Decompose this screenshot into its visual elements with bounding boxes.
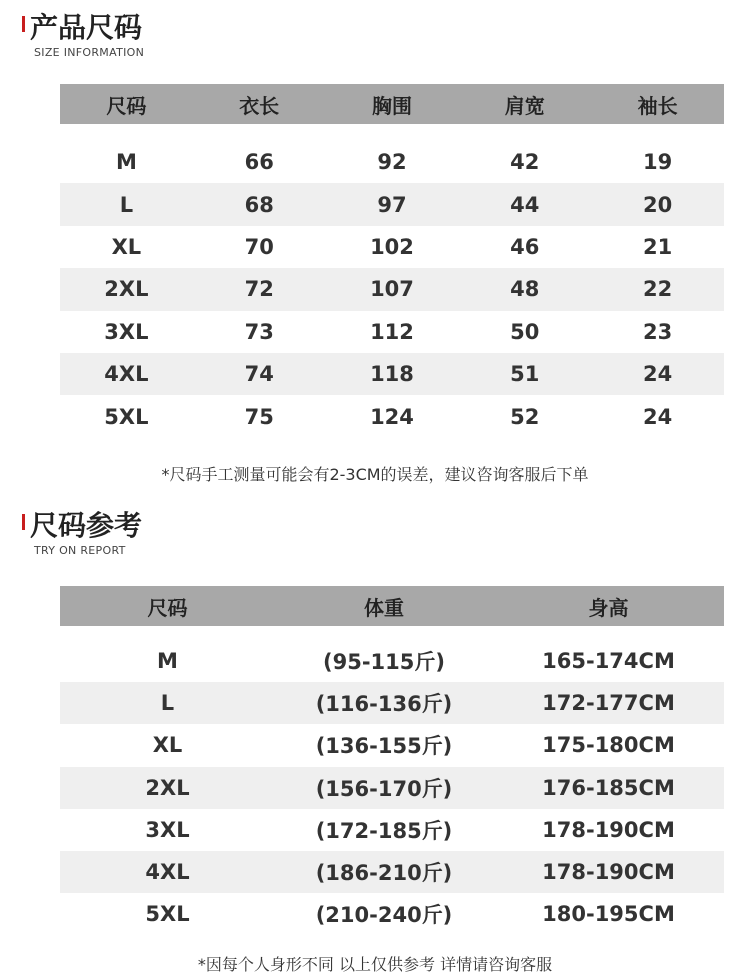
value-cell: 176-185CM	[493, 767, 724, 809]
size-cell: M	[157, 649, 178, 674]
column-header: 袖长	[591, 84, 724, 124]
table-row	[60, 893, 724, 935]
table-header-row	[60, 84, 724, 124]
value-cell: 44	[458, 183, 591, 225]
value-cell: 175-180CM	[542, 733, 675, 758]
value-cell: 124	[370, 404, 414, 429]
size-cell: L	[60, 682, 275, 724]
size-cell: L	[60, 183, 193, 225]
measurement-note: *尺码手工测量可能会有2-3CM的误差，建议咨询客服后下单	[161, 465, 589, 484]
size-info-table	[60, 84, 724, 438]
table-row	[60, 682, 724, 724]
value-cell: 70	[244, 234, 274, 259]
value-cell: 22	[591, 268, 724, 310]
value-cell: (116-136斤)	[275, 682, 493, 724]
section-title: 尺码参考	[30, 509, 143, 542]
spacer-row	[60, 626, 724, 640]
value-cell: 51	[458, 353, 591, 395]
size-cell: XL	[152, 733, 183, 758]
table-row	[60, 851, 724, 893]
table-row	[60, 183, 724, 225]
size-cell: 4XL	[60, 851, 275, 893]
value-cell: 92	[377, 150, 407, 175]
value-cell: 42	[510, 150, 540, 175]
table-row	[60, 724, 724, 766]
value-cell: 72	[193, 268, 326, 310]
value-cell: (95-115斤)	[323, 650, 445, 675]
table-header-row	[60, 586, 724, 626]
value-cell: 21	[642, 234, 673, 259]
value-cell: 24	[642, 404, 673, 429]
section-title: 产品尺码	[30, 11, 143, 44]
value-cell: 50	[510, 319, 540, 344]
value-cell: 20	[591, 183, 724, 225]
column-header: 尺码	[60, 84, 193, 124]
column-header: 衣长	[193, 84, 326, 124]
value-cell: (136-155斤)	[315, 734, 453, 759]
value-cell: 73	[244, 319, 274, 344]
value-cell: 52	[510, 404, 540, 429]
value-cell: 23	[642, 319, 673, 344]
spacer-cell	[60, 626, 724, 640]
value-cell: 19	[642, 150, 673, 175]
size-cell: 5XL	[145, 902, 190, 927]
value-cell: 178-190CM	[493, 851, 724, 893]
size-cell: 3XL	[145, 817, 190, 842]
value-cell: 112	[370, 319, 414, 344]
value-cell: 102	[370, 234, 414, 259]
column-header: 体重	[275, 586, 493, 626]
value-cell: (210-240斤)	[315, 903, 453, 928]
reference-note: *因每个人身形不同 以上仅供参考 详情请咨询客服	[197, 955, 553, 974]
column-header: 身高	[493, 586, 724, 626]
size-cell: 4XL	[60, 353, 193, 395]
table-row	[60, 141, 724, 183]
size-cell: 2XL	[60, 767, 275, 809]
table-row	[60, 395, 724, 437]
value-cell: 165-174CM	[542, 649, 675, 674]
table-row	[60, 640, 724, 682]
accent-bar	[22, 16, 25, 32]
column-header: 胸围	[326, 84, 459, 124]
value-cell: 24	[591, 353, 724, 395]
section-subtitle: SIZE INFORMATION	[34, 46, 145, 59]
table-row	[60, 809, 724, 851]
size-cell: 2XL	[60, 268, 193, 310]
spacer-row	[60, 124, 724, 141]
spacer-cell	[60, 124, 724, 141]
value-cell: 66	[244, 150, 274, 175]
size-reference-table	[60, 586, 724, 935]
value-cell: 118	[326, 353, 459, 395]
size-cell: 3XL	[104, 319, 149, 344]
table-row	[60, 226, 724, 268]
value-cell: (172-185斤)	[315, 818, 453, 843]
value-cell: 74	[193, 353, 326, 395]
section-subtitle: TRY ON REPORT	[34, 544, 126, 557]
value-cell: 180-195CM	[542, 902, 675, 927]
table-row	[60, 268, 724, 310]
table-row	[60, 767, 724, 809]
value-cell: 107	[326, 268, 459, 310]
value-cell: 97	[326, 183, 459, 225]
table-row	[60, 353, 724, 395]
value-cell: 178-190CM	[542, 817, 675, 842]
value-cell: 46	[510, 234, 540, 259]
value-cell: (156-170斤)	[275, 767, 493, 809]
value-cell: 48	[458, 268, 591, 310]
value-cell: 75	[244, 404, 274, 429]
column-header: 尺码	[60, 586, 275, 626]
value-cell: 68	[193, 183, 326, 225]
value-cell: 172-177CM	[493, 682, 724, 724]
size-cell: XL	[111, 234, 142, 259]
accent-bar	[22, 514, 25, 530]
table-row	[60, 311, 724, 353]
size-cell: M	[115, 150, 137, 175]
value-cell: (186-210斤)	[275, 851, 493, 893]
size-cell: 5XL	[104, 404, 149, 429]
column-header: 肩宽	[458, 84, 591, 124]
